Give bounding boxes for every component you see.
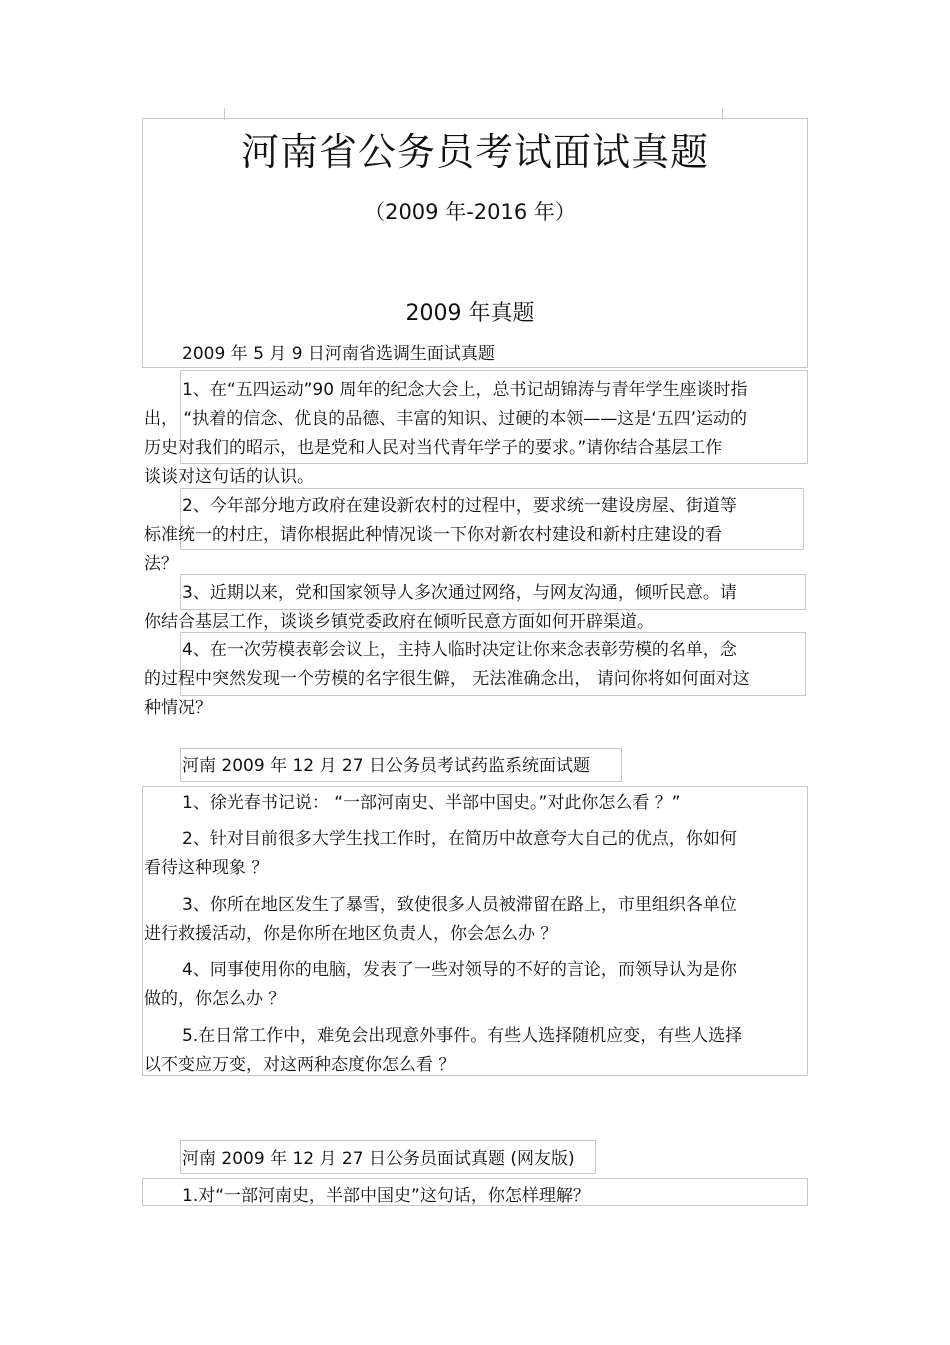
question-line: 法？ <box>144 554 178 574</box>
question-line: 3、近期以来，党和国家领导人多次通过网络，与网友沟通，倾听民意。请 <box>182 583 737 603</box>
question-line: 5.在日常工作中，难免会出现意外事件。有些人选择随机应变，有些人选择 <box>182 1026 743 1046</box>
section-heading: 河南 2009 年 12 月 27 日公务员面试真题 (网友版) <box>182 1149 575 1169</box>
section-heading: 河南 2009 年 12 月 27 日公务员考试药监系统面试题 <box>182 756 590 776</box>
question-line: 标准统一的村庄，请你根据此种情况谈一下你对新农村建设和新村庄建设的看 <box>144 525 722 545</box>
document-title: 河南省公务员考试面试真题 <box>240 130 709 174</box>
frame-tick <box>722 108 723 120</box>
frame-tick <box>224 108 225 120</box>
question-line: 你结合基层工作，谈谈乡镇党委政府在倾听民意方面如何开辟渠道。 <box>144 612 654 632</box>
question-line: 以不变应万变，对这两种态度你怎么看 ？ <box>144 1055 456 1075</box>
question-line: 3、你所在地区发生了暴雪，致使很多人员被滞留在路上，市里组织各单位 <box>182 895 737 915</box>
question-line: 出， “执着的信念、优良的品德、丰富的知识、过硬的本领——这是‘五四’运动的 <box>144 409 748 429</box>
question-line: 历史对我们的昭示，也是党和人民对当代青年学子的要求。”请你结合基层工作 <box>144 438 723 458</box>
question-line: 4、在一次劳模表彰会议上，主持人临时决定让你来念表彰劳模的名单，念 <box>182 640 737 660</box>
question-line: 谈谈对这句话的认识。 <box>144 467 314 487</box>
document-subtitle: （2009 年-2016 年） <box>364 200 576 224</box>
question-line: 看待这种现象 ？ <box>144 858 269 878</box>
question-line: 进行救援活动，你是你所在地区负责人，你会怎么办 ？ <box>144 924 558 944</box>
question-line: 的过程中突然发现一个劳模的名字很生僻， 无法准确念出， 请问你将如何面对这 <box>144 669 750 689</box>
question-line: 1.对“一部河南史，半部中国史”这句话，你怎样理解？ <box>182 1186 590 1206</box>
question-line: 种情况？ <box>144 698 212 718</box>
question-line: 1、徐光春书记说： “一部河南史、半部中国史。”对此你怎么看 ？” <box>182 793 681 813</box>
question-line: 4、同事使用你的电脑，发表了一些对领导的不好的言论，而领导认为是你 <box>182 960 737 980</box>
question-line: 做的，你怎么办 ？ <box>144 989 286 1009</box>
question-line: 2、今年部分地方政府在建设新农村的过程中，要求统一建设房屋、街道等 <box>182 496 737 516</box>
year-heading: 2009 年真题 <box>405 301 535 326</box>
section-heading: 2009 年 5 月 9 日河南省选调生面试真题 <box>182 344 495 364</box>
question-line: 1、在“五四运动”90 周年的纪念大会上，总书记胡锦涛与青年学生座谈时指 <box>182 380 748 400</box>
question-line: 2、针对目前很多大学生找工作时，在简历中故意夸大自己的优点，你如何 <box>182 829 737 849</box>
